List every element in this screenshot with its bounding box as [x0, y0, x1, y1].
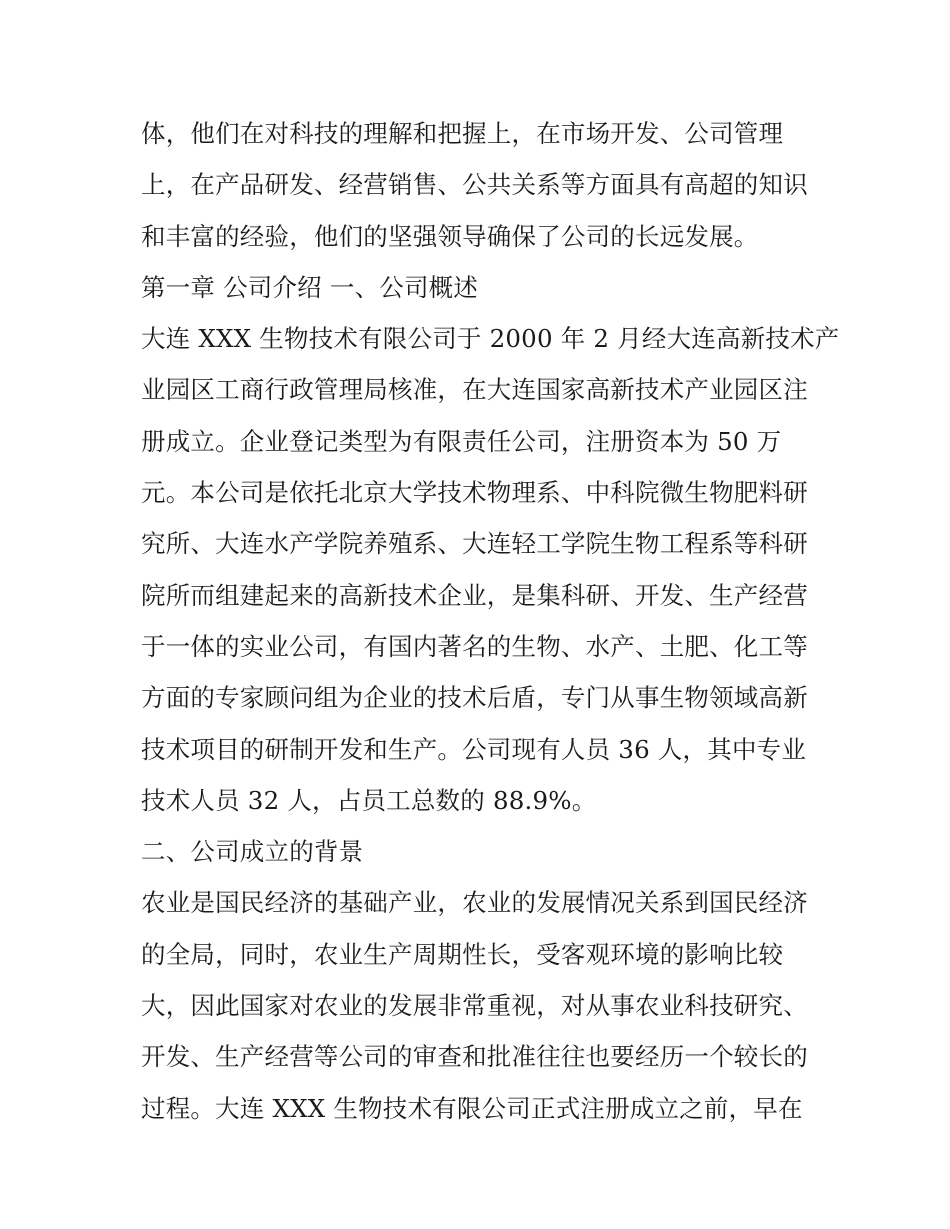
- text-line: 技术项目的研制开发和生产。公司现有人员 36 人，其中专业: [141, 734, 807, 764]
- text-line: 业园区工商行政管理局核准，在大连国家高新技术产业园区注: [141, 375, 808, 405]
- text-line: 方面的专家顾问组为企业的技术后盾，专门从事生物领域高新: [141, 683, 808, 713]
- text-line: 大，因此国家对农业的发展非常重视，对从事农业科技研究、: [141, 991, 808, 1021]
- text-line: 院所而组建起来的高新技术企业，是集科研、开发、生产经营: [141, 580, 808, 610]
- text-line: 上，在产品研发、经营销售、公共关系等方面具有高超的知识: [141, 170, 808, 200]
- text-line: 过程。大连 XXX 生物技术有限公司正式注册成立之前，早在: [141, 1093, 803, 1123]
- text-line: 究所、大连水产学院养殖系、大连轻工学院生物工程系等科研: [141, 529, 808, 559]
- section-heading: 第一章 公司介绍 一、公司概述: [141, 272, 479, 302]
- text-line: 大连 XXX 生物技术有限公司于 2000 年 2 月经大连高新技术产: [141, 324, 840, 354]
- text-line: 和丰富的经验，他们的坚强领导确保了公司的长远发展。: [141, 221, 759, 251]
- body-text: [141, 108, 840, 1134]
- text-line: 册成立。企业登记类型为有限责任公司，注册资本为 50 万: [141, 426, 782, 456]
- text-line: 开发、生产经营等公司的审查和批准往往也要经历一个较长的: [141, 1042, 808, 1072]
- section-heading: 二、公司成立的背景: [141, 837, 364, 867]
- text-line: 于一体的实业公司，有国内著名的生物、水产、土肥、化工等: [141, 631, 808, 661]
- text-line: 技术人员 32 人，占员工总数的 88.9%。: [141, 785, 597, 815]
- text-line: 元。本公司是依托北京大学技术物理系、中科院微生物肥料研: [141, 478, 808, 508]
- text-line: 体，他们在对科技的理解和把握上，在市场开发、公司管理: [141, 119, 784, 148]
- text-line: 的全局，同时，农业生产周期性长，受客观环境的影响比较: [141, 939, 784, 969]
- text-line: 农业是国民经济的基础产业，农业的发展情况关系到国民经济: [141, 888, 808, 918]
